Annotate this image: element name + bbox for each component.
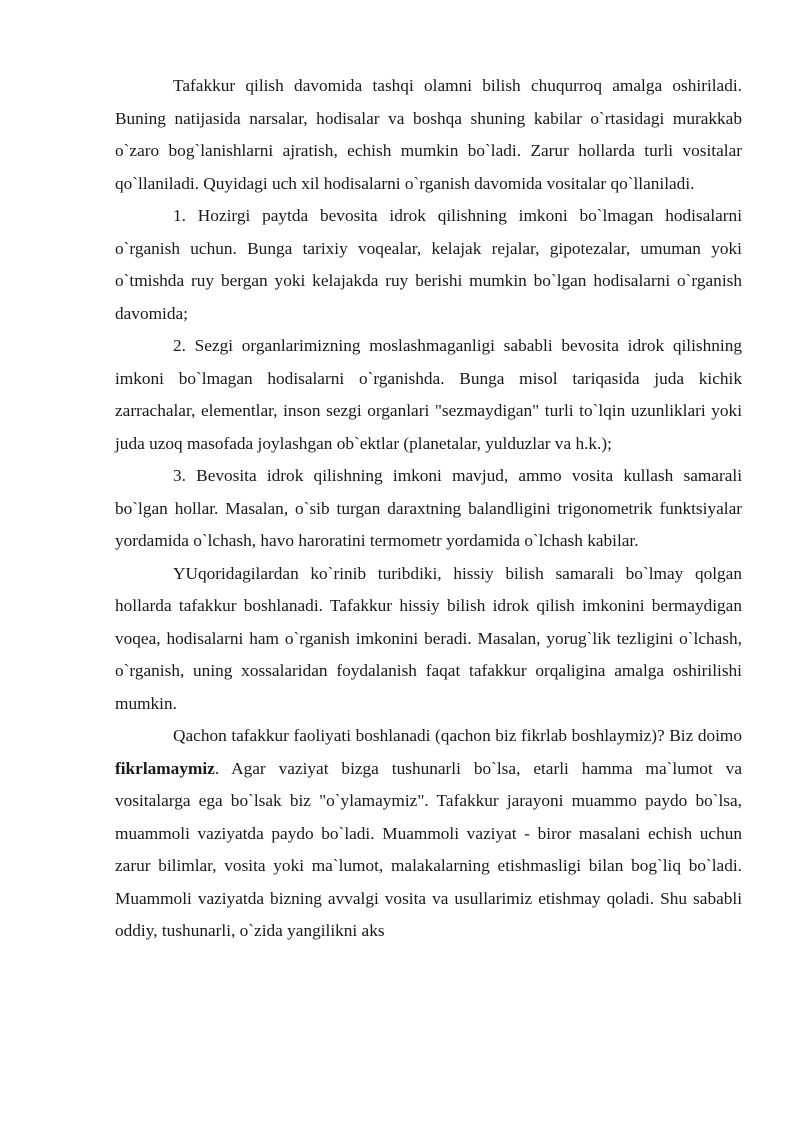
paragraph-item-3: 3. Bevosita idrok qilishning imkoni mavjud, ammo vosita kullash samarali bo`lgan hollar. Masalan, o`sib turgan daraxtning balandligini trigonometrik funktsiyalar yordamida o`lchash, havo haroratini termometr yordamida o`lchash kabilar. [115,466,742,550]
paragraph-when-thinking-starts [115,720,742,948]
bold-term: fikrlamaymiz [115,758,215,778]
paragraph-text-end: . Agar vaziyat bizga tushunarli bo`lsa, etarli hamma ma`lumot va vositalarga ega bo`lsak biz "o`ylamaymiz". Tafakkur jarayoni muammo paydo bo`lsa, muammoli vaziyatda paydo bo`ladi. Muammoli vaziyat - biror masalani echish uchun zarur bilimlar, vosita yoki ma`lumot, malakalarning etishmasligi bilan bog`liq bo`ladi. Muammoli vaziyatda bizning avvalgi vosita va usullarimiz etishmay qoladi. Shu sababli oddiy, tushunarli, o`zida yangilikni aks [115,758,742,940]
paragraph-conclusion: YUqoridagilardan ko`rinib turibdiki, hissiy bilish samarali bo`lmay qolgan hollarda tafakkur boshlanadi. Tafakkur hissiy bilish idrok qilish imkonini bermaydigan voqea, hodisalarni ham o`rganish imkonini beradi. Masalan, yorug`lik tezligini o`lchash, o`rganish, uning xossalaridan foydalanish faqat tafakkur orqaligina amalga oshirilishi mumkin. [115,563,742,713]
paragraph-thinking-intro: Tafakkur qilish davomida tashqi olamni bilish chuqurroq amalga oshiriladi. Buning natijasida narsalar, hodisalar va boshqa shuning kabilar o`rtasidagi murakkab o`zaro bog`lanishlarni ajratish, echish mumkin bo`ladi. Zarur hollarda turli vositalar qo`llaniladi. Quyidagi uch xil hodisalarni o`rganish davomida vositalar qo`llaniladi. [115,76,742,193]
paragraph-item-1: 1. Hozirgi paytda bevosita idrok qilishning imkoni bo`lmagan hodisalarni o`rganish uchun. Bunga tarixiy voqealar, kelajak rejalar, gipotezalar, umuman yoki o`tmishda ruy bergan yoki kelajakda ruy berishi mumkin bo`lgan hodisalarni o`rganish davomida; [115,206,742,323]
paragraph-text-start: Qachon tafakkur faoliyati boshlanadi (qachon biz fikrlab boshlaymiz)? Biz doimo [173,726,742,745]
document-page [115,70,742,948]
paragraph-item-2: 2. Sezgi organlarimizning moslashmaganligi sababli bevosita idrok qilishning imkoni bo`lmagan hodisalarni o`rganishda. Bunga misol tariqasida juda kichik zarrachalar, elementlar, inson sezgi organlari "sezmaydigan" turli to`lqin uzunliklari yoki juda uzoq masofada joylashgan ob`ektlar (planetalar, yulduzlar va h.k.); [115,336,742,453]
